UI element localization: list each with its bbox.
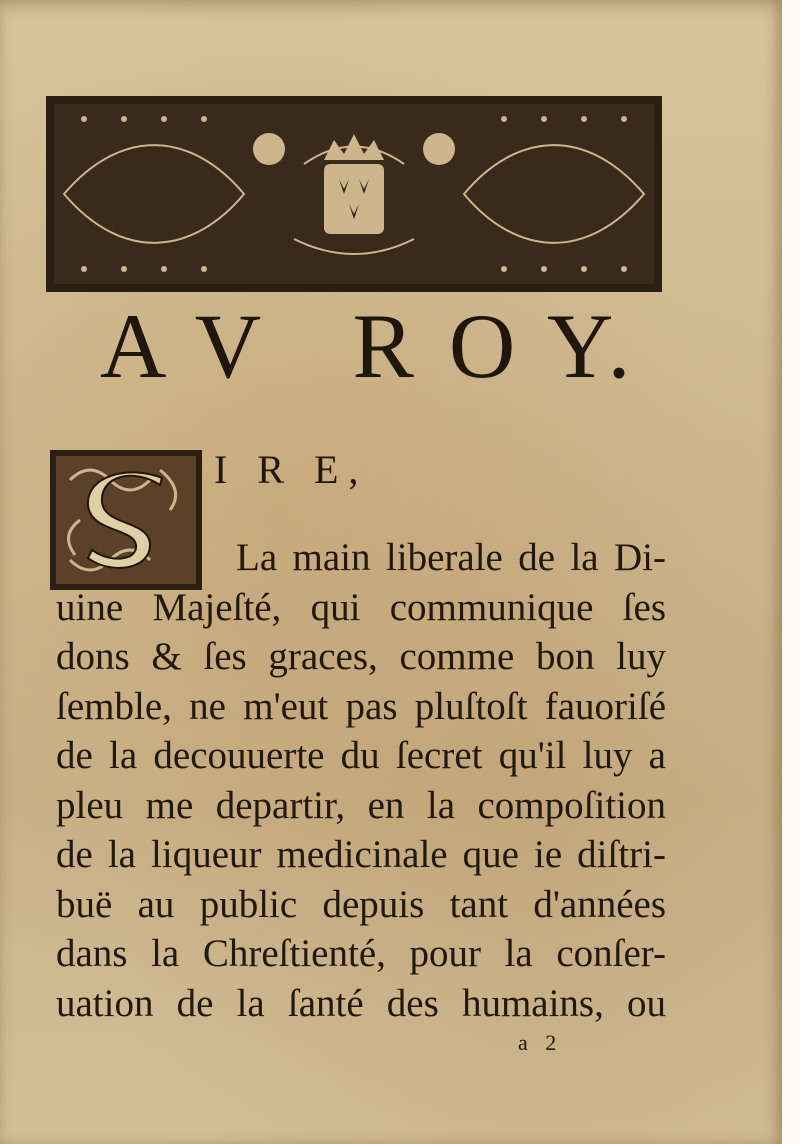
body-line: de la decouuerte du ſecret qu'il luy a: [56, 734, 666, 777]
body-line: uation de la ſanté des humains, ou: [56, 981, 666, 1025]
body-line: uine Majeſté, qui communique ſes: [56, 585, 666, 629]
body-line: dons & ſes graces, comme bon luy: [56, 635, 666, 678]
body-line: ſemble, ne m'eut pas pluſtoſt fauoriſé: [56, 684, 666, 728]
body-text: [56, 533, 666, 1028]
body-line: La main liberale de la Di-: [236, 536, 666, 579]
body-line: dans la Chreſtienté, pour la conſer-: [56, 932, 666, 975]
body-line: pleu me departir, en la compoſition: [56, 783, 666, 827]
royal-arms-ornament-icon: [44, 94, 664, 294]
body-line: buë au public depuis tant d'années: [56, 882, 666, 926]
page-title: A V R O Y.: [100, 295, 637, 397]
salutation: I R E,: [214, 447, 369, 492]
signature-mark: a 2: [518, 1030, 563, 1055]
body-line: de la liqueur medicinale que ie diſtri-: [56, 833, 666, 876]
